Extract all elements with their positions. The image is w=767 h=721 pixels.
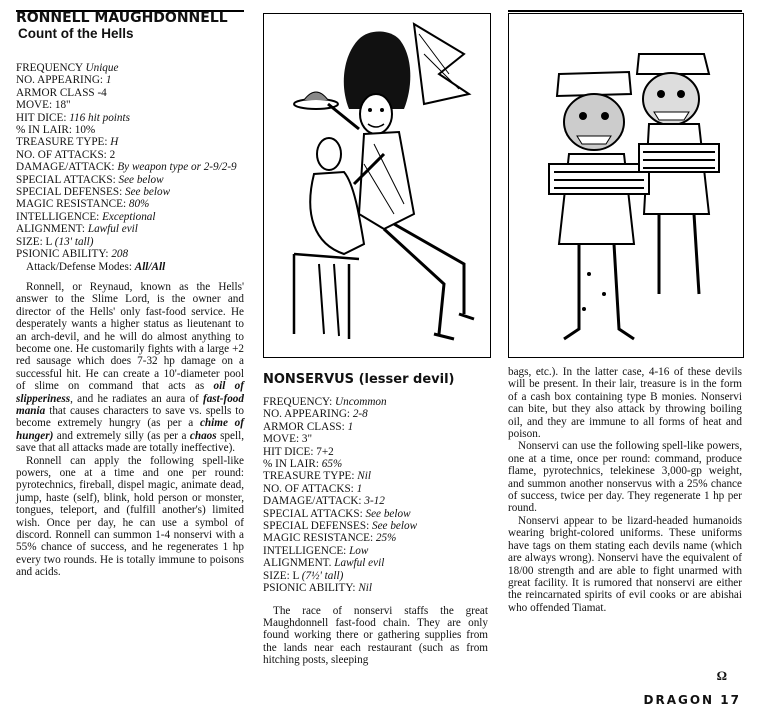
- page-number: 17: [720, 693, 741, 707]
- stat-row: [16, 174, 244, 186]
- ronnell-p1-emph-chime: chime of hunger): [16, 417, 244, 442]
- nonservi-illustration: [508, 13, 744, 358]
- ronnell-paragraph-2: Ronnell can apply the following spell-like powers, one at a time and one per round: pyrotechnics, fireball, dispel magic, animate dead, jump, haste (self), blink, hold person or monster, tongues, teleport, and (fulfill another's) limited wish. Once per day, he can use a symbol of discord. Ronnell can summon 1-4 nonservi with a 55% chance of success, and he regenerates 1 hp every two rounds. He is totally immune to poisons and acids.: [16, 454, 244, 579]
- stat-label: PSIONIC ABILITY:: [16, 248, 109, 261]
- stat-value: Nil: [357, 470, 371, 483]
- stat-row: [16, 136, 244, 148]
- stat-label: TREASURE TYPE:: [16, 136, 108, 149]
- ronnell-illustration: [263, 13, 491, 358]
- stat-value: 80%: [128, 198, 150, 211]
- stat-value: 1: [105, 74, 112, 87]
- end-mark-omega: Ω: [716, 668, 727, 683]
- ronnell-column: [16, 10, 244, 579]
- stat-row: [16, 161, 244, 173]
- nonservus-column-continued: [508, 366, 742, 614]
- stat-value: By weapon type or 2-9/2-9: [117, 161, 237, 174]
- stat-label: ARMOR CLASS:: [263, 420, 345, 433]
- stat-row: [263, 408, 488, 420]
- stat-label: MOVE: 18": [16, 99, 71, 112]
- stat-row: [263, 520, 488, 532]
- stat-label: SIZE: L: [16, 235, 52, 248]
- stat-label: SIZE: L: [263, 569, 299, 582]
- nonservus-paragraph-1-cont: bags, etc.). In the latter case, 4-16 of these devils will be present. In their lair, treasure is in the form of a cash box containing type B monies. Nonservi can bite, but they also attack by throwing boiling oil, and they are immune to all forms of heat and poison.: [508, 366, 742, 441]
- stat-label: TREASURE TYPE:: [263, 470, 355, 483]
- stat-label: HIT DICE: 7+2: [263, 445, 334, 458]
- ronnell-subtitle: Count of the Hells: [18, 26, 134, 41]
- stat-row: [16, 99, 244, 111]
- stat-value: Exceptional: [102, 210, 156, 223]
- stat-value: H: [110, 136, 119, 149]
- stat-value: (7½' tall): [301, 569, 344, 582]
- stat-row: [16, 248, 244, 260]
- ronnell-title: RONNELL MAUGHDONNELL: [16, 10, 228, 26]
- nonservus-paragraph-3: Nonservi appear to be lizard-headed humanoids wearing bright-colored uniforms. These uniforms have tags on them stating each devils name (which are always wrong). Nonservi have the equivalent of 18/00 strength and are able to fight unarmed with great facility. It is rumored that nonservi are either the reincarnated spirits of evil cooks or are abishai who offended Tiamat.: [508, 514, 742, 614]
- stat-value: 116 hit points: [69, 111, 130, 124]
- stat-label: ARMOR CLASS -4: [16, 86, 107, 99]
- stat-row: [16, 186, 244, 198]
- nonservus-paragraph-2: Nonservi can use the following spell-like powers, one at a time, once per round: command, produce flame, pyrotechnics, telekinese 3,000-gp weight, and summon another nonservus with a 25% chance of success, twice per day. They regenerate 1 hp per round.: [508, 440, 742, 515]
- ronnell-p1-text-2: , and he radiates an aura of: [70, 392, 203, 405]
- modes-value: All/All: [134, 260, 166, 273]
- stat-label: DAMAGE/ATTACK:: [263, 495, 362, 508]
- nonservus-paragraph-1: The race of nonservi staffs the great Maughdonnell fast-food chain. They are only found working there or gathering supplies from the lands near each restaurant (such as from hitching posts, sleeping: [263, 604, 488, 667]
- stat-row: [16, 149, 244, 161]
- stat-label: INTELLIGENCE:: [16, 210, 100, 223]
- stat-row: [16, 112, 244, 124]
- stat-value: 1: [347, 420, 354, 433]
- nonservus-stat-block: [263, 396, 488, 595]
- stat-label: PSIONIC ABILITY:: [263, 582, 356, 595]
- stat-value: Uncommon: [335, 396, 387, 408]
- ronnell-modes: [16, 261, 244, 273]
- stat-value: 208: [111, 248, 129, 261]
- stat-label: INTELLIGENCE:: [263, 544, 347, 557]
- stat-row: [263, 557, 488, 569]
- stat-row: [16, 87, 244, 99]
- page-footer: [644, 693, 741, 707]
- stat-value: Low: [349, 544, 369, 557]
- stat-label: ALIGNMENT:: [16, 223, 86, 236]
- stat-label: SPECIAL ATTACKS:: [16, 173, 116, 186]
- stat-label: FREQUENCY:: [263, 396, 333, 408]
- stat-row: [16, 74, 244, 86]
- stat-row: [16, 124, 244, 136]
- stat-value: Nil: [358, 582, 372, 595]
- modes-label: Attack/Defense Modes:: [26, 260, 132, 273]
- stat-label: NO. OF ATTACKS: 2: [16, 148, 116, 161]
- stat-label: % IN LAIR: 10%: [16, 124, 96, 137]
- stat-value: Unique: [85, 62, 119, 74]
- stat-row: [263, 421, 488, 433]
- stat-label: MAGIC RESISTANCE:: [16, 198, 127, 211]
- stat-label: ALIGNMENT.: [263, 557, 332, 570]
- stat-value: 25%: [375, 532, 397, 545]
- stat-value: Lawful evil: [87, 223, 138, 236]
- stat-row: [263, 495, 488, 507]
- stat-row: [263, 545, 488, 557]
- stat-row: [16, 236, 244, 248]
- stat-row: [263, 483, 488, 495]
- stat-row: [263, 446, 488, 458]
- stat-label: HIT DICE:: [16, 111, 67, 124]
- nonservus-column: [263, 366, 488, 667]
- stat-label: NO. APPEARING:: [16, 74, 104, 87]
- stat-value: (13' tall): [54, 235, 94, 248]
- stat-row: [263, 396, 488, 408]
- nonservi-drawing: [509, 14, 743, 357]
- ronnell-p1-text-3: that causes characters to save vs. spells to become extremely hungry (as per a: [16, 404, 244, 430]
- stat-value: Lawful evil: [334, 557, 385, 570]
- stat-row: [263, 433, 488, 445]
- ronnell-p1-emph-mania: fast-food mania: [16, 392, 244, 417]
- stat-value: See below: [365, 507, 411, 520]
- stat-value: 1: [356, 482, 363, 495]
- stat-label: NO. OF ATTACKS:: [263, 482, 354, 495]
- stat-row: [16, 62, 244, 74]
- stat-value: See below: [125, 186, 171, 199]
- ronnell-drawing: [264, 14, 490, 357]
- ronnell-p1-text: Ronnell, or Reynaud, known as the Hells' answer to the Slime Lord, is the owner and director of the Hells' only fast-food service. He desperately wants a higher status as lieutenant to an arch-devil, and he will do almost anything to become one. He customarily fights with a large +2 red sausage which does 7-32 hp damage on a successful hit. He can create a 10'-diameter pool of slime on command that acts as: [16, 280, 244, 393]
- ronnell-p1-emph-chaos: chaos: [189, 429, 217, 442]
- stat-value: 2-8: [352, 408, 368, 421]
- stat-row: [263, 570, 488, 582]
- nonservus-title: NONSERVUS (lesser devil): [263, 372, 455, 387]
- ronnell-p1-text-4: and extremely silly (as per a: [53, 429, 190, 442]
- stat-label: MOVE: 3": [263, 433, 313, 446]
- stat-row: [16, 211, 244, 223]
- stat-row: [263, 532, 488, 544]
- ronnell-p1-emph-oil: oil of slipperiness: [16, 380, 244, 405]
- stat-label: % IN LAIR:: [263, 458, 319, 471]
- ronnell-stat-block: [16, 62, 244, 261]
- stat-value: 65%: [321, 458, 343, 471]
- stat-row: [263, 508, 488, 520]
- stat-value: 3-12: [364, 495, 385, 508]
- stat-label: SPECIAL DEFENSES:: [16, 186, 123, 199]
- stat-row: [263, 470, 488, 482]
- top-rule-right: [508, 10, 742, 12]
- ronnell-p1-text-5: spell, save that all attacks made are totally ineffective).: [16, 429, 244, 455]
- stat-label: SPECIAL DEFENSES:: [263, 520, 370, 533]
- stat-row: [16, 198, 244, 210]
- stat-row: [16, 223, 244, 235]
- stat-label: DAMAGE/ATTACK:: [16, 161, 115, 174]
- stat-label: FREQUENCY: [16, 62, 83, 74]
- magazine-name: DRAGON: [643, 693, 715, 707]
- stat-value: See below: [118, 173, 164, 186]
- stat-label: MAGIC RESISTANCE:: [263, 532, 374, 545]
- ronnell-paragraph-1: [16, 281, 244, 455]
- stat-label: NO. APPEARING:: [263, 408, 351, 421]
- stat-value: See below: [372, 520, 418, 533]
- stat-row: [263, 458, 488, 470]
- stat-label: SPECIAL ATTACKS:: [263, 507, 363, 520]
- stat-row: [263, 582, 488, 594]
